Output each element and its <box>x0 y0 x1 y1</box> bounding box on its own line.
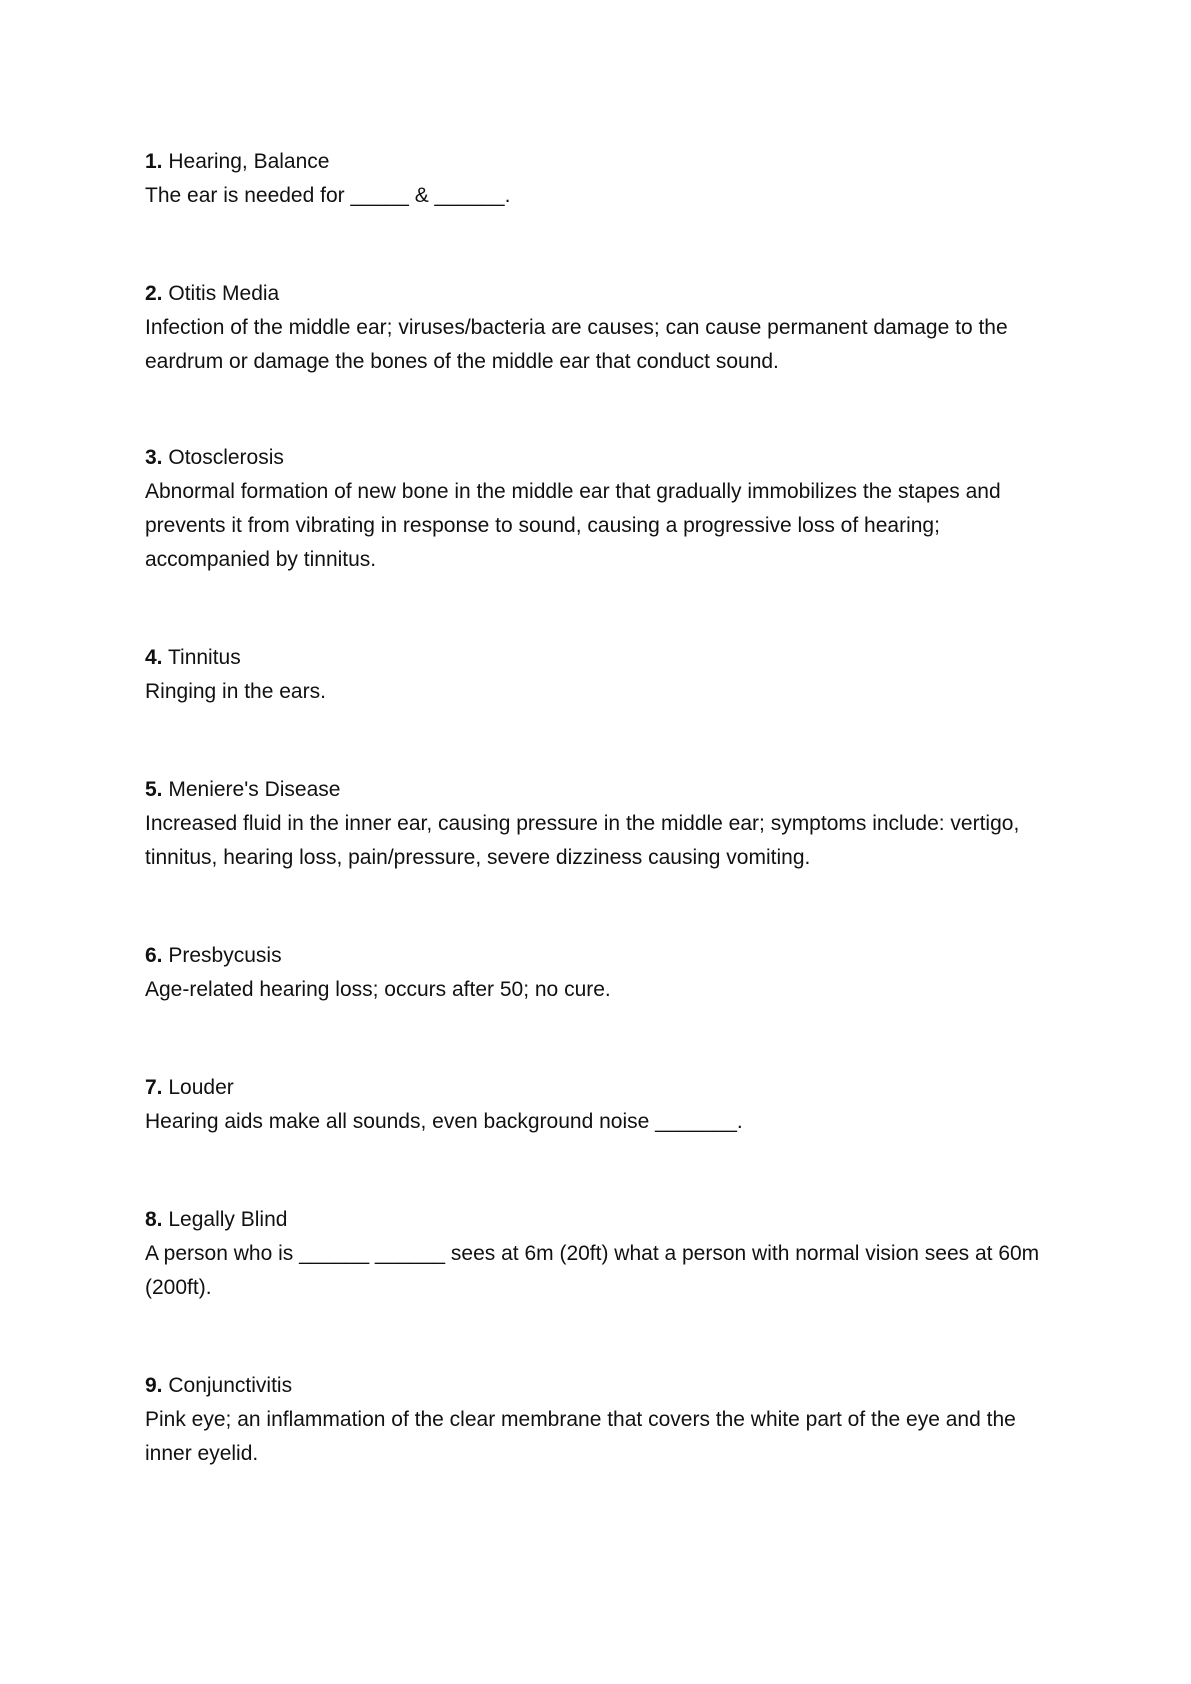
entry-6 <box>145 939 1065 1007</box>
entry-definition: The ear is needed for _____ & ______. <box>145 184 511 207</box>
entry-term-line <box>145 773 1065 807</box>
entry-number: 6. <box>145 944 163 967</box>
entry-number: 7. <box>145 1076 163 1099</box>
entry-number: 3. <box>145 446 163 469</box>
entry-term: Otitis Media <box>168 282 280 305</box>
entry-term-line <box>145 939 1065 973</box>
entry-definition: Ringing in the ears. <box>145 680 326 703</box>
entry-term: Meniere's Disease <box>168 778 341 801</box>
entry-4 <box>145 641 1065 709</box>
entry-number: 5. <box>145 778 163 801</box>
entry-term-line <box>145 1203 1065 1237</box>
entry-term-line <box>145 1369 1065 1403</box>
entry-term: Presbycusis <box>168 944 282 967</box>
entry-definition: Abnormal formation of new bone in the middle ear that gradually immobilizes the stapes and prevents it from vibrating in response to sound, causing a progressive loss of hearing; accompanied by tinnitus. <box>145 480 1001 571</box>
entry-number: 9. <box>145 1374 163 1397</box>
entry-definition: Increased fluid in the inner ear, causing pressure in the middle ear; symptoms include: vertigo, tinnitus, hearing loss, pain/pressure, severe dizziness causing vomiting. <box>145 812 1020 869</box>
entry-definition: Age-related hearing loss; occurs after 50; no cure. <box>145 978 611 1001</box>
entry-number: 8. <box>145 1208 163 1231</box>
entry-number: 4. <box>145 646 163 669</box>
entry-2 <box>145 277 1065 379</box>
entry-8 <box>145 1203 1065 1305</box>
entry-term: Hearing, Balance <box>168 150 330 173</box>
entry-term-line <box>145 277 1065 311</box>
flashcard-list <box>145 145 1065 1471</box>
entry-7 <box>145 1071 1065 1139</box>
entry-3 <box>145 441 1065 577</box>
entry-definition: Pink eye; an inflammation of the clear membrane that covers the white part of the eye and the inner eyelid. <box>145 1408 1016 1465</box>
entry-term-line <box>145 145 1065 179</box>
entry-5 <box>145 773 1065 875</box>
entry-term-line <box>145 641 1065 675</box>
entry-term: Conjunctivitis <box>168 1374 293 1397</box>
entry-9 <box>145 1369 1065 1471</box>
entry-term: Tinnitus <box>167 646 241 669</box>
entry-1 <box>145 145 1065 213</box>
entry-definition: Infection of the middle ear; viruses/bacteria are causes; can cause permanent damage to the eardrum or damage the bones of the middle ear that conduct sound. <box>145 316 1008 373</box>
entry-number: 2. <box>145 282 163 305</box>
entry-term: Louder <box>168 1076 234 1099</box>
entry-definition: Hearing aids make all sounds, even background noise _______. <box>145 1110 743 1133</box>
entry-term: Legally Blind <box>168 1208 288 1231</box>
entry-number: 1. <box>145 150 163 173</box>
entry-term-line <box>145 1071 1065 1105</box>
entry-definition: A person who is ______ ______ sees at 6m (20ft) what a person with normal vision sees at 60m (200ft). <box>145 1242 1040 1299</box>
entry-term-line <box>145 441 1065 475</box>
entry-term: Otosclerosis <box>168 446 284 469</box>
